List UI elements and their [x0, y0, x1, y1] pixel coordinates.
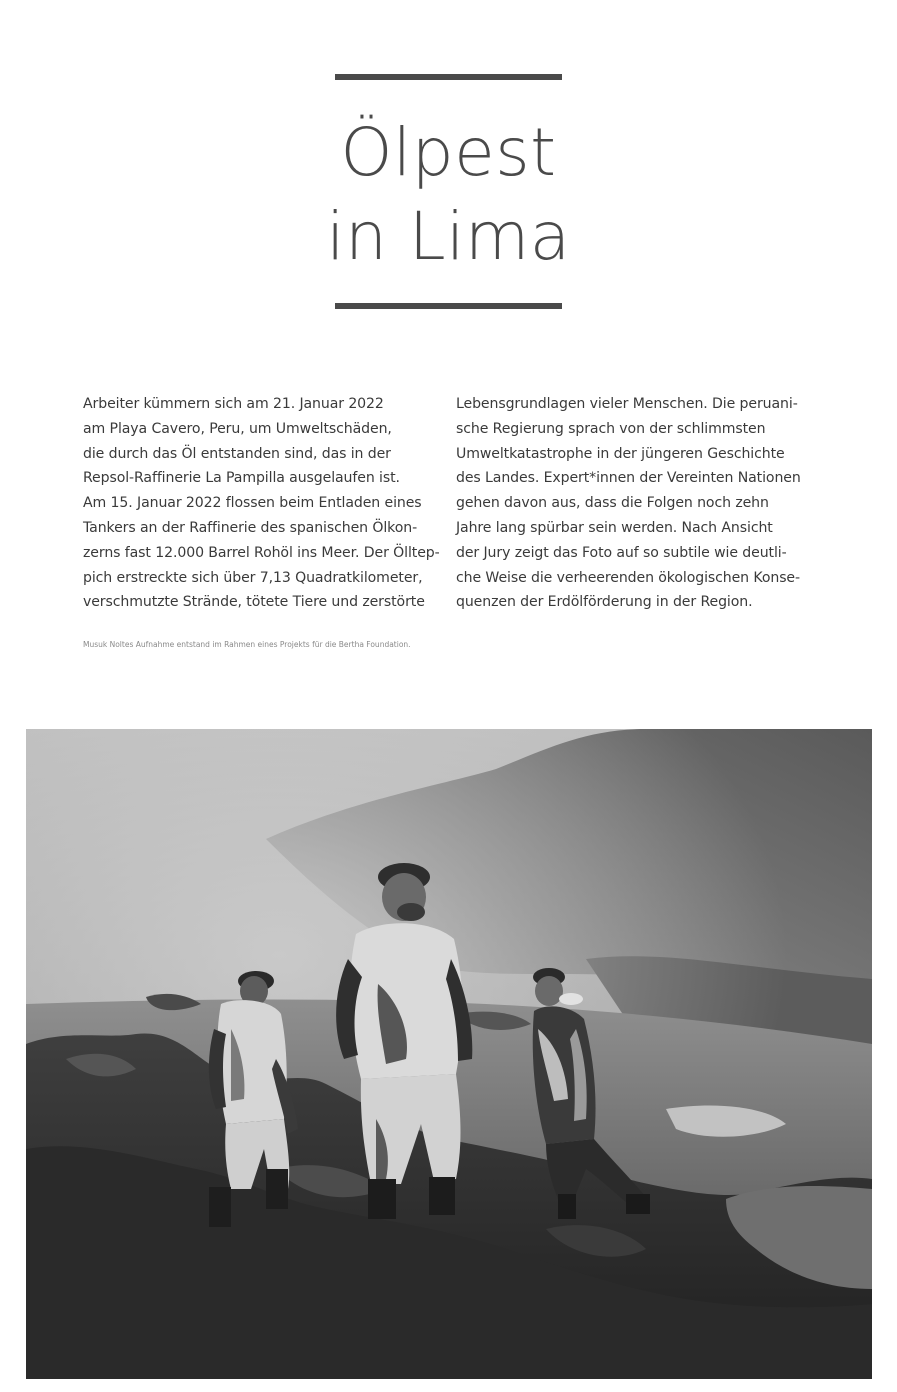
text-line: am Playa Cavero, Peru, um Umweltschäden, [83, 420, 392, 437]
text-line: gehen davon aus, dass die Folgen noch zehn [456, 495, 769, 512]
text-line: zerns fast 12.000 Barrel Rohöl ins Meer. Der Ölltep- [83, 544, 440, 561]
page-title-line-2: in Lima [326, 198, 571, 275]
photo-credit: Musuk Noltes Aufnahme entstand im Rahmen eines Projekts für die Bertha Foundation. [83, 640, 411, 649]
article-right-column [456, 392, 801, 615]
text-line: der Jury zeigt das Foto auf so subtile wie deutli- [456, 544, 787, 561]
title-rule-top [335, 74, 562, 80]
text-line: pich erstreckte sich über 7,13 Quadratkilometer, [83, 569, 423, 586]
photo-oil-spill-workers [26, 729, 872, 1379]
page-title-line-1: Ölpest [340, 114, 557, 191]
title-rule-bottom [335, 303, 562, 309]
text-line: des Landes. Expert*innen der Vereinten Nationen [456, 470, 801, 487]
text-line: Jahre lang spürbar sein werden. Nach Ansicht [456, 519, 773, 536]
text-line: sche Regierung sprach von der schlimmsten [456, 420, 766, 437]
text-line: che Weise die verheerenden ökologischen Konse- [456, 569, 800, 586]
text-line: Lebensgrundlagen vieler Menschen. Die peruani- [456, 396, 798, 412]
text-line: verschmutzte Strände, tötete Tiere und zerstörte [83, 594, 425, 611]
text-line: Am 15. Januar 2022 flossen beim Entladen eines [83, 495, 422, 512]
text-line: Repsol-Raffinerie La Pampilla ausgelaufen ist. [83, 470, 400, 487]
text-line: Arbeiter kümmern sich am 21. Januar 2022 [83, 396, 384, 412]
text-line: die durch das Öl entstanden sind, das in der [83, 445, 391, 462]
article-left-column [83, 392, 440, 615]
text-line: Tankers an der Raffinerie des spanischen Ölkon- [83, 519, 418, 536]
text-line: quenzen der Erdölförderung in der Region. [456, 594, 753, 611]
text-line: Umweltkatastrophe in der jüngeren Geschichte [456, 445, 785, 462]
